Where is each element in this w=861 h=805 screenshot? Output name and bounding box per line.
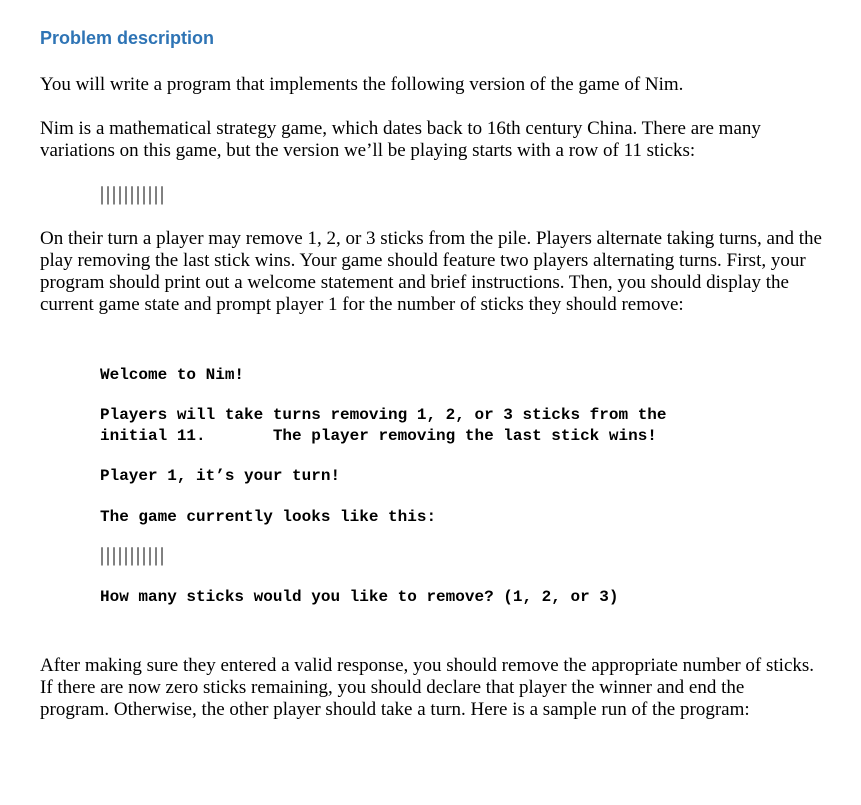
console-instructions-line-2: initial 11. The player removing the last stick wins!	[100, 427, 657, 445]
console-welcome-line: Welcome to Nim!	[100, 366, 245, 384]
section-heading: Problem description	[40, 28, 215, 48]
nim-description-paragraph: Nim is a mathematical strategy game, which dates back to 16th century China. There are many variations on this game, but the version we’ll be playing starts with a row of 11 sticks:	[40, 118, 761, 161]
console-turn-line: Player 1, it’s your turn!	[100, 467, 341, 485]
intro-paragraph: You will write a program that implements the following version of the game of Nim.	[40, 74, 684, 95]
console-state-label: The game currently looks like this:	[100, 508, 437, 526]
console-instructions-line-1: Players will take turns removing 1, 2, or 3 sticks from the	[100, 406, 667, 424]
initial-sticks-row: |||||||||||	[100, 183, 167, 205]
after-paragraph: After making sure they entered a valid response, you should remove the appropriate number of sticks. If there are now zero sticks remaining, you should declare that player the winner and end the program. Otherwise, the other player should take a turn. Here is a sample run of the program:	[40, 655, 815, 720]
rules-paragraph: On their turn a player may remove 1, 2, or 3 sticks from the pile. Players alternate taking turns, and the play removing the last stick wins. Your game should feature two players alternating turns. First, your program should print out a welcome statement and brief instructions. Then, you should display the current game state and prompt player 1 for the number of sticks they should remove:	[40, 228, 822, 315]
console-prompt-line: How many sticks would you like to remove? (1, 2, or 3)	[100, 588, 619, 606]
console-sticks-row: |||||||||||	[100, 544, 167, 566]
